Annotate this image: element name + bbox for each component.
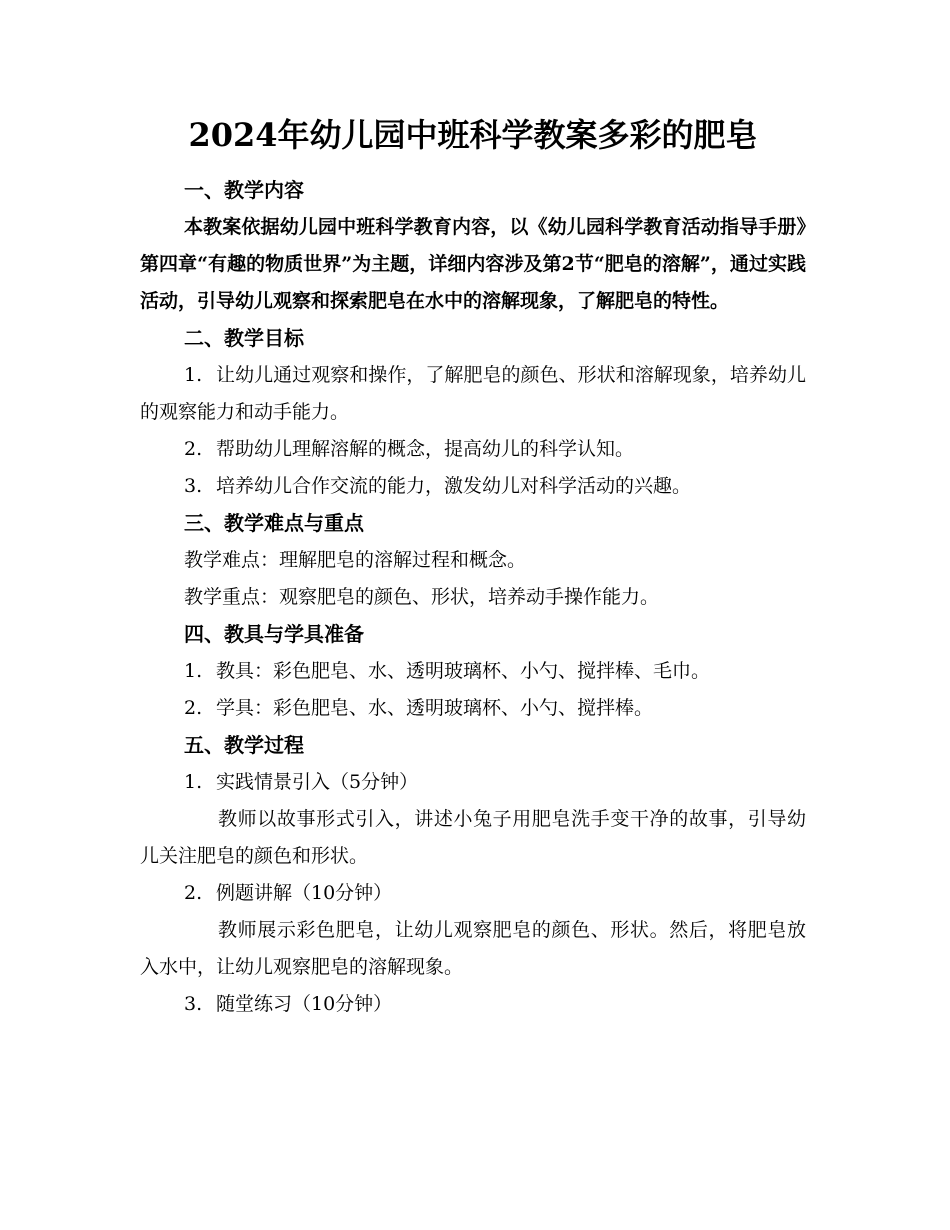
section-heading-content: 一、教学内容 <box>184 178 304 202</box>
tool-item <box>140 653 806 690</box>
tool-text: 教具：彩色肥皂、水、透明玻璃杯、小勺、搅拌棒、毛巾。 <box>216 660 711 682</box>
tool-number: 2. <box>184 697 203 719</box>
step-number: 3. <box>184 993 203 1015</box>
section-heading-process: 五、教学过程 <box>184 733 304 757</box>
goal-number: 2. <box>184 438 203 460</box>
goal-number: 1. <box>184 364 203 386</box>
goal-item <box>140 357 806 431</box>
section-heading-goals: 二、教学目标 <box>184 326 304 350</box>
goal-item <box>140 468 806 505</box>
goal-text: 让幼儿通过观察和操作，了解肥皂的颜色、形状和溶解现象，培养幼儿的观察能力和动手能力。 <box>140 364 806 423</box>
tool-number: 1. <box>184 660 203 682</box>
step-title: 随堂练习（10分钟） <box>216 993 393 1015</box>
keypoint-line: 教学重点：观察肥皂的颜色、形状，培养动手操作能力。 <box>184 586 660 608</box>
section-heading-tools: 四、教具与学具准备 <box>184 622 364 646</box>
step-title: 实践情景引入（5分钟） <box>216 771 419 793</box>
step-number: 2. <box>184 882 203 904</box>
goal-text: 帮助幼儿理解溶解的概念，提高幼儿的科学认知。 <box>216 438 635 460</box>
section-heading-difficulty: 三、教学难点与重点 <box>184 511 364 535</box>
process-step <box>140 764 806 801</box>
step-number: 1. <box>184 771 203 793</box>
document-body <box>140 112 806 1023</box>
goal-text: 培养幼儿合作交流的能力，激发幼儿对科学活动的兴趣。 <box>216 475 692 497</box>
tool-item <box>140 690 806 727</box>
step-detail: 教师以故事形式引入，讲述小兔子用肥皂洗手变干净的故事，引导幼儿关注肥皂的颜色和形状。 <box>140 808 806 867</box>
step-title: 例题讲解（10分钟） <box>216 882 393 904</box>
difficulty-line: 教学难点：理解肥皂的溶解过程和概念。 <box>184 549 527 571</box>
document-title: 2024年幼儿园中班科学教案多彩的肥皂 <box>188 116 758 154</box>
goal-item <box>140 431 806 468</box>
content-paragraph: 本教案依据幼儿园中班科学教育内容，以《幼儿园科学教育活动指导手册》第四章“有趣的物质世界”为主题，详细内容涉及第2节“肥皂的溶解”，通过实践活动，引导幼儿观察和探索肥皂在水中的溶解现象，了解肥皂的特性。 <box>140 216 806 312</box>
tool-text: 学具：彩色肥皂、水、透明玻璃杯、小勺、搅拌棒。 <box>216 697 654 719</box>
process-step <box>140 986 806 1023</box>
process-step <box>140 875 806 912</box>
step-detail: 教师展示彩色肥皂，让幼儿观察肥皂的颜色、形状。然后，将肥皂放入水中，让幼儿观察肥皂的溶解现象。 <box>140 919 806 978</box>
goal-number: 3. <box>184 475 203 497</box>
